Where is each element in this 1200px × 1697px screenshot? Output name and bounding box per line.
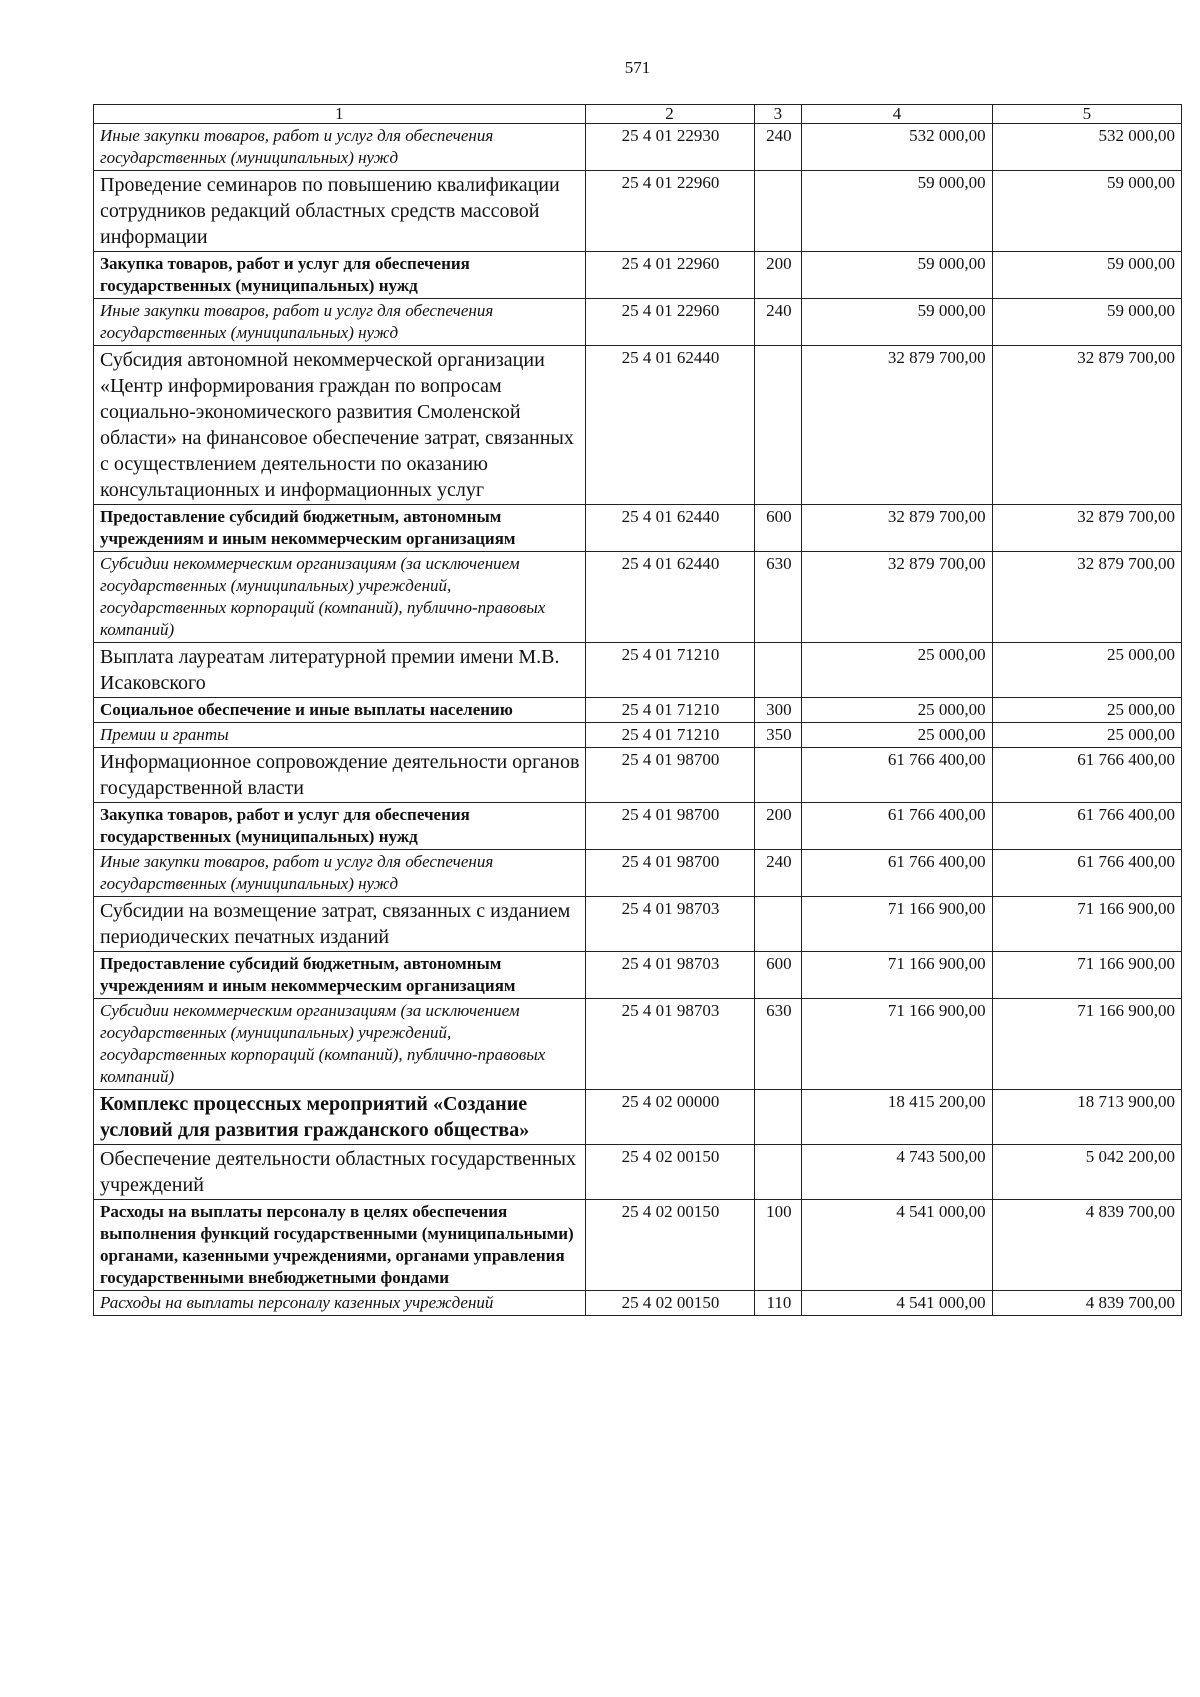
row-code-cell: 25 4 01 62440 xyxy=(585,552,754,643)
row-name-cell: Закупка товаров, работ и услуг для обеспечения государственных (муниципальных) нужд xyxy=(94,803,586,850)
row-sum5-cell: 59 000,00 xyxy=(992,171,1181,252)
row-code-cell: 25 4 01 22960 xyxy=(585,171,754,252)
header-cell-name: 1 xyxy=(94,105,586,124)
row-code-cell: 25 4 01 71210 xyxy=(585,723,754,748)
row-code-cell: 25 4 01 98703 xyxy=(585,999,754,1090)
row-sum4-cell: 59 000,00 xyxy=(802,171,992,252)
row-name-cell: Закупка товаров, работ и услуг для обеспечения государственных (муниципальных) нужд xyxy=(94,252,586,299)
table-row xyxy=(94,171,1182,252)
table-row xyxy=(94,698,1182,723)
row-code-cell: 25 4 01 71210 xyxy=(585,698,754,723)
row-type-cell: 630 xyxy=(754,999,802,1090)
row-type-cell: 600 xyxy=(754,505,802,552)
row-sum4-cell: 61 766 400,00 xyxy=(802,748,992,803)
row-code-cell: 25 4 01 22960 xyxy=(585,252,754,299)
row-name-cell: Иные закупки товаров, работ и услуг для обеспечения государственных (муниципальных) нужд xyxy=(94,124,586,171)
row-sum5-cell: 32 879 700,00 xyxy=(992,346,1181,505)
row-sum4-cell: 61 766 400,00 xyxy=(802,803,992,850)
table-row xyxy=(94,1090,1182,1145)
table-row xyxy=(94,643,1182,698)
row-type-cell: 600 xyxy=(754,952,802,999)
row-sum5-cell: 4 839 700,00 xyxy=(992,1200,1181,1291)
row-sum5-cell: 32 879 700,00 xyxy=(992,505,1181,552)
row-name-cell: Проведение семинаров по повышению квалификации сотрудников редакций областных средств массовой информации xyxy=(94,171,586,252)
row-sum5-cell: 25 000,00 xyxy=(992,723,1181,748)
row-sum4-cell: 61 766 400,00 xyxy=(802,850,992,897)
row-sum5-cell: 71 166 900,00 xyxy=(992,999,1181,1090)
row-code-cell: 25 4 01 62440 xyxy=(585,505,754,552)
row-sum4-cell: 59 000,00 xyxy=(802,252,992,299)
table-row xyxy=(94,346,1182,505)
row-sum5-cell: 59 000,00 xyxy=(992,299,1181,346)
row-code-cell: 25 4 01 98703 xyxy=(585,952,754,999)
row-sum5-cell: 61 766 400,00 xyxy=(992,850,1181,897)
row-name-cell: Информационное сопровождение деятельности органов государственной власти xyxy=(94,748,586,803)
row-name-cell: Субсидии некоммерческим организациям (за исключением государственных (муниципальных) учреждений, государственных корпораций (компаний), публично-правовых компаний) xyxy=(94,552,586,643)
table-row xyxy=(94,552,1182,643)
row-name-cell: Предоставление субсидий бюджетным, автономным учреждениям и иным некоммерческим организациям xyxy=(94,952,586,999)
row-name-cell: Обеспечение деятельности областных государственных учреждений xyxy=(94,1145,586,1200)
row-sum4-cell: 25 000,00 xyxy=(802,698,992,723)
row-sum5-cell: 32 879 700,00 xyxy=(992,552,1181,643)
row-code-cell: 25 4 02 00150 xyxy=(585,1291,754,1316)
row-sum5-cell: 71 166 900,00 xyxy=(992,952,1181,999)
row-name-cell: Субсидии некоммерческим организациям (за исключением государственных (муниципальных) учреждений, государственных корпораций (компаний), публично-правовых компаний) xyxy=(94,999,586,1090)
row-code-cell: 25 4 01 98700 xyxy=(585,748,754,803)
row-code-cell: 25 4 01 62440 xyxy=(585,346,754,505)
row-code-cell: 25 4 01 98700 xyxy=(585,850,754,897)
row-code-cell: 25 4 01 98703 xyxy=(585,897,754,952)
row-code-cell: 25 4 02 00000 xyxy=(585,1090,754,1145)
row-type-cell: 350 xyxy=(754,723,802,748)
row-name-cell: Социальное обеспечение и иные выплаты населению xyxy=(94,698,586,723)
row-type-cell: 630 xyxy=(754,552,802,643)
row-sum4-cell: 4 541 000,00 xyxy=(802,1200,992,1291)
row-code-cell: 25 4 02 00150 xyxy=(585,1145,754,1200)
table-row xyxy=(94,748,1182,803)
row-sum4-cell: 32 879 700,00 xyxy=(802,505,992,552)
table-row xyxy=(94,999,1182,1090)
row-sum4-cell: 4 743 500,00 xyxy=(802,1145,992,1200)
row-type-cell: 110 xyxy=(754,1291,802,1316)
row-sum4-cell: 532 000,00 xyxy=(802,124,992,171)
row-name-cell: Расходы на выплаты персоналу в целях обеспечения выполнения функций государственными (муниципальными) органами, казенными учреждениями, органами управления государственными внебюджетными фондами xyxy=(94,1200,586,1291)
table-row xyxy=(94,850,1182,897)
row-sum4-cell: 71 166 900,00 xyxy=(802,897,992,952)
table-row xyxy=(94,897,1182,952)
table-row xyxy=(94,1200,1182,1291)
row-sum5-cell: 18 713 900,00 xyxy=(992,1090,1181,1145)
row-type-cell: 240 xyxy=(754,124,802,171)
table-row xyxy=(94,723,1182,748)
row-type-cell xyxy=(754,748,802,803)
row-type-cell: 240 xyxy=(754,850,802,897)
row-type-cell xyxy=(754,897,802,952)
row-sum4-cell: 71 166 900,00 xyxy=(802,999,992,1090)
row-type-cell xyxy=(754,346,802,505)
row-sum5-cell: 71 166 900,00 xyxy=(992,897,1181,952)
row-name-cell: Предоставление субсидий бюджетным, автономным учреждениям и иным некоммерческим организациям xyxy=(94,505,586,552)
table-row xyxy=(94,952,1182,999)
header-cell-sum5: 5 xyxy=(992,105,1181,124)
row-sum5-cell: 532 000,00 xyxy=(992,124,1181,171)
row-type-cell: 200 xyxy=(754,803,802,850)
row-code-cell: 25 4 01 22960 xyxy=(585,299,754,346)
row-sum4-cell: 32 879 700,00 xyxy=(802,346,992,505)
row-sum5-cell: 61 766 400,00 xyxy=(992,748,1181,803)
page-number: 571 xyxy=(624,58,651,77)
row-type-cell xyxy=(754,643,802,698)
row-name-cell: Иные закупки товаров, работ и услуг для обеспечения государственных (муниципальных) нужд xyxy=(94,850,586,897)
row-sum4-cell: 25 000,00 xyxy=(802,643,992,698)
row-name-cell: Комплекс процессных мероприятий «Создание условий для развития гражданского общества» xyxy=(94,1090,586,1145)
row-sum5-cell: 25 000,00 xyxy=(992,698,1181,723)
header-cell-type: 3 xyxy=(754,105,802,124)
row-type-cell: 300 xyxy=(754,698,802,723)
row-sum4-cell: 25 000,00 xyxy=(802,723,992,748)
table-row xyxy=(94,505,1182,552)
row-sum5-cell: 61 766 400,00 xyxy=(992,803,1181,850)
row-type-cell xyxy=(754,171,802,252)
table-row xyxy=(94,124,1182,171)
table-row xyxy=(94,803,1182,850)
row-type-cell xyxy=(754,1145,802,1200)
row-code-cell: 25 4 01 98700 xyxy=(585,803,754,850)
row-name-cell: Премии и гранты xyxy=(94,723,586,748)
table-body xyxy=(94,124,1182,1316)
table-row xyxy=(94,1145,1182,1200)
row-type-cell: 200 xyxy=(754,252,802,299)
row-type-cell xyxy=(754,1090,802,1145)
row-type-cell: 240 xyxy=(754,299,802,346)
header-cell-code: 2 xyxy=(585,105,754,124)
row-name-cell: Субсидии на возмещение затрат, связанных с изданием периодических печатных изданий xyxy=(94,897,586,952)
row-sum4-cell: 32 879 700,00 xyxy=(802,552,992,643)
row-type-cell: 100 xyxy=(754,1200,802,1291)
row-name-cell: Расходы на выплаты персоналу казенных учреждений xyxy=(94,1291,586,1316)
row-sum4-cell: 59 000,00 xyxy=(802,299,992,346)
row-sum5-cell: 25 000,00 xyxy=(992,643,1181,698)
row-sum5-cell: 4 839 700,00 xyxy=(992,1291,1181,1316)
row-sum4-cell: 71 166 900,00 xyxy=(802,952,992,999)
table-row xyxy=(94,252,1182,299)
header-cell-sum4: 4 xyxy=(802,105,992,124)
header-row xyxy=(94,105,1182,124)
row-name-cell: Субсидия автономной некоммерческой организации «Центр информирования граждан по вопросам социально-экономического развития Смоленской области» на финансовое обеспечение затрат, связанных с осуществлением деятельности по оказанию консультационных и информационных услуг xyxy=(94,346,586,505)
row-name-cell: Иные закупки товаров, работ и услуг для обеспечения государственных (муниципальных) нужд xyxy=(94,299,586,346)
row-sum4-cell: 18 415 200,00 xyxy=(802,1090,992,1145)
row-code-cell: 25 4 02 00150 xyxy=(585,1200,754,1291)
row-sum4-cell: 4 541 000,00 xyxy=(802,1291,992,1316)
table-row xyxy=(94,299,1182,346)
row-code-cell: 25 4 01 71210 xyxy=(585,643,754,698)
row-sum5-cell: 5 042 200,00 xyxy=(992,1145,1181,1200)
table-row xyxy=(94,1291,1182,1316)
row-code-cell: 25 4 01 22930 xyxy=(585,124,754,171)
row-name-cell: Выплата лауреатам литературной премии имени М.В. Исаковского xyxy=(94,643,586,698)
row-sum5-cell: 59 000,00 xyxy=(992,252,1181,299)
budget-table xyxy=(93,104,1182,1316)
